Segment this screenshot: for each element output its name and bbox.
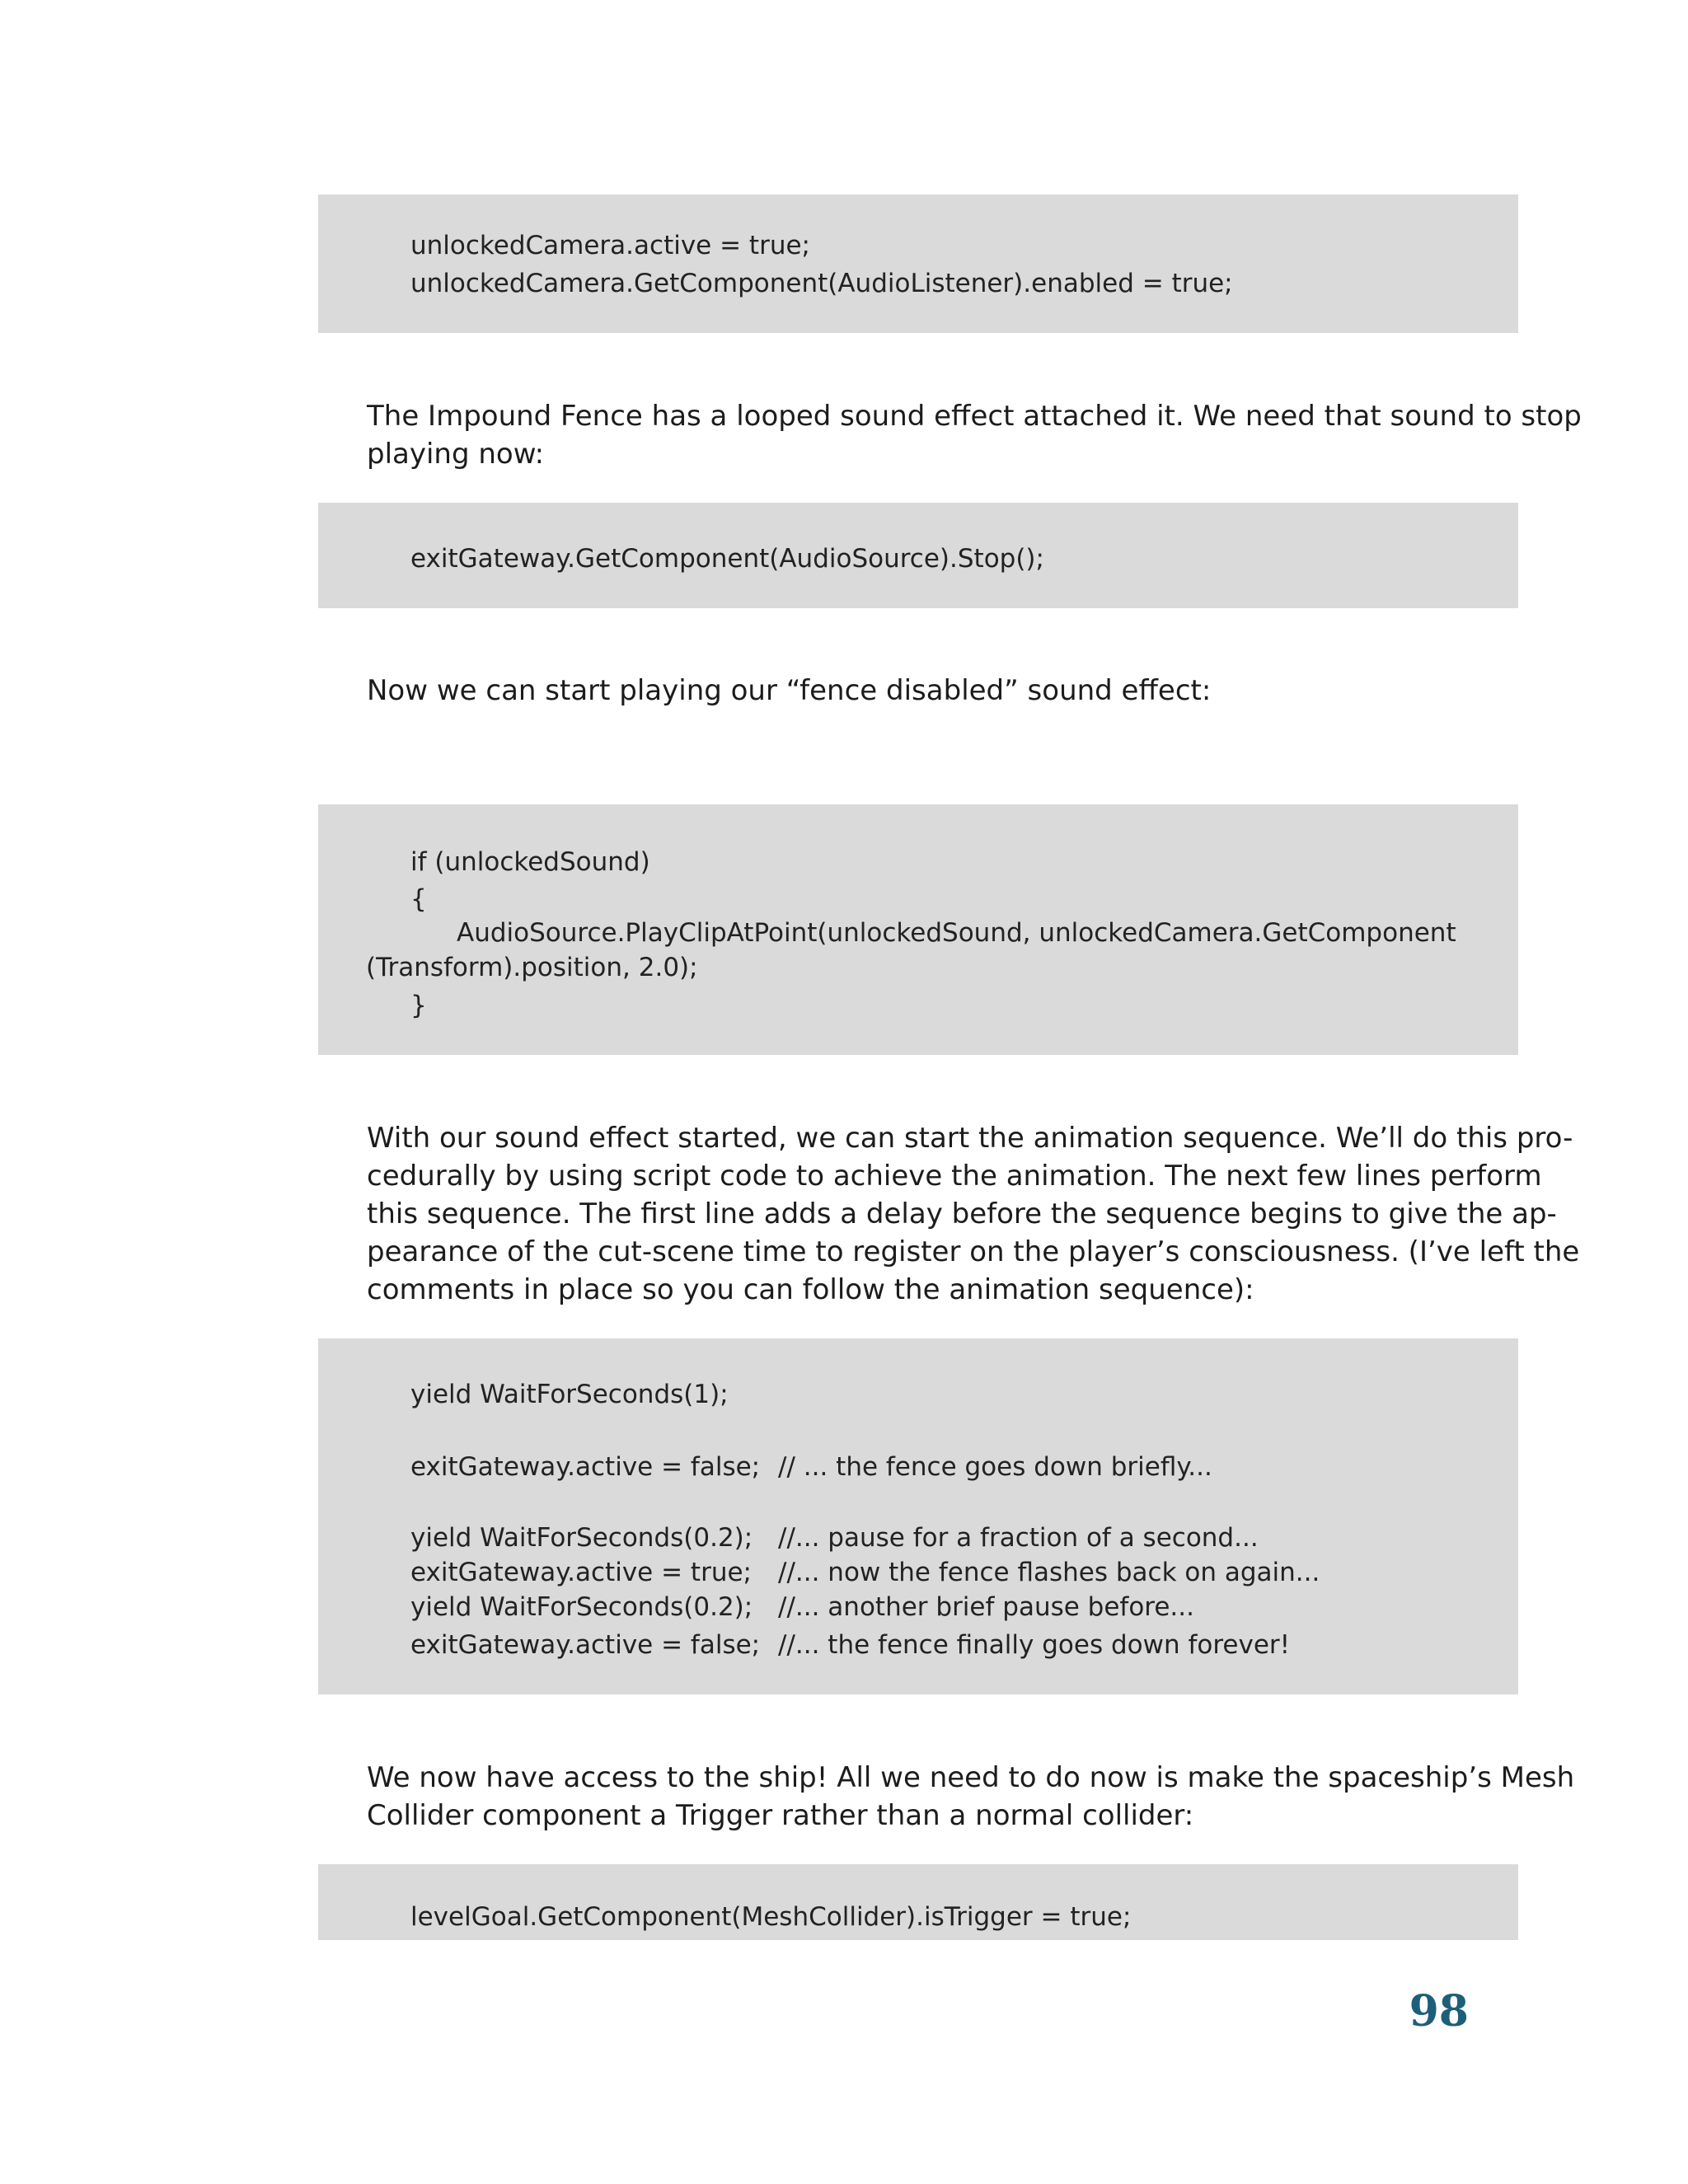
paragraph-animation-sequence xyxy=(367,1119,1580,1309)
paragraph-line: playing now: xyxy=(367,438,545,471)
paragraph-line: comments in place so you can follow the animation sequence): xyxy=(367,1273,1254,1306)
page-number: 98 xyxy=(1409,1986,1469,2036)
paragraph-line: pearance of the cut-scene time to register on the player’s consciousness. (I’ve left the xyxy=(367,1235,1580,1268)
code-block-camera xyxy=(318,194,1518,333)
code-comment: //... the fence finally goes down forever! xyxy=(778,1630,1291,1660)
code-line: if (unlockedSound) xyxy=(410,847,650,877)
code-block-stop-audio xyxy=(318,503,1518,608)
code-line: exitGateway.GetComponent(AudioSource).Stop(); xyxy=(410,544,1044,574)
paragraph-line: We now have access to the ship! All we need to do now is make the spaceship’s Mesh xyxy=(367,1761,1575,1794)
code-comment: // ... the fence goes down briefly... xyxy=(778,1452,1212,1482)
code-line: unlockedCamera.active = true; xyxy=(410,231,810,260)
paragraph-impound-fence xyxy=(367,397,1582,473)
code-line: exitGateway.active = true; xyxy=(410,1558,752,1587)
paragraph-line: Now we can start playing our “fence disabled” sound effect: xyxy=(367,674,1212,707)
paragraph-fence-disabled xyxy=(367,672,1488,710)
paragraph-line: this sequence. The first line adds a delay before the sequence begins to give the ap- xyxy=(367,1197,1557,1230)
code-block-play-sound xyxy=(318,804,1518,1055)
paragraph-line: cedurally by using script code to achieve the animation. The next few lines perform xyxy=(367,1160,1542,1193)
code-comment: //... now the fence flashes back on again... xyxy=(778,1558,1320,1587)
code-line: unlockedCamera.GetComponent(AudioListener).enabled = true; xyxy=(410,269,1233,298)
code-block-fence-animation xyxy=(318,1338,1518,1694)
code-line: levelGoal.GetComponent(MeshCollider).isTrigger = true; xyxy=(410,1902,1132,1932)
paragraph-line: The Impound Fence has a looped sound effect attached it. We need that sound to stop xyxy=(367,400,1582,433)
code-line: (Transform).position, 2.0); xyxy=(366,953,698,982)
code-line: yield WaitForSeconds(1); xyxy=(410,1380,729,1409)
code-comment: //... another brief pause before... xyxy=(778,1592,1194,1622)
code-line: exitGateway.active = false; xyxy=(410,1630,761,1660)
paragraph-ship-access xyxy=(367,1759,1575,1835)
code-line: AudioSource.PlayClipAtPoint(unlockedSound, unlockedCamera.GetComponent xyxy=(457,918,1456,948)
code-line: } xyxy=(410,991,427,1020)
paragraph-line: With our sound effect started, we can start the animation sequence. We’ll do this pro- xyxy=(367,1122,1573,1155)
paragraph-line: Collider component a Trigger rather than a normal collider: xyxy=(367,1799,1194,1832)
code-line: yield WaitForSeconds(0.2); xyxy=(410,1592,753,1622)
code-block-mesh-collider xyxy=(318,1864,1518,1940)
code-line: { xyxy=(410,884,427,914)
code-line: exitGateway.active = false; xyxy=(410,1452,761,1482)
code-line: yield WaitForSeconds(0.2); xyxy=(410,1523,753,1553)
code-comment: //... pause for a fraction of a second... xyxy=(778,1523,1259,1553)
